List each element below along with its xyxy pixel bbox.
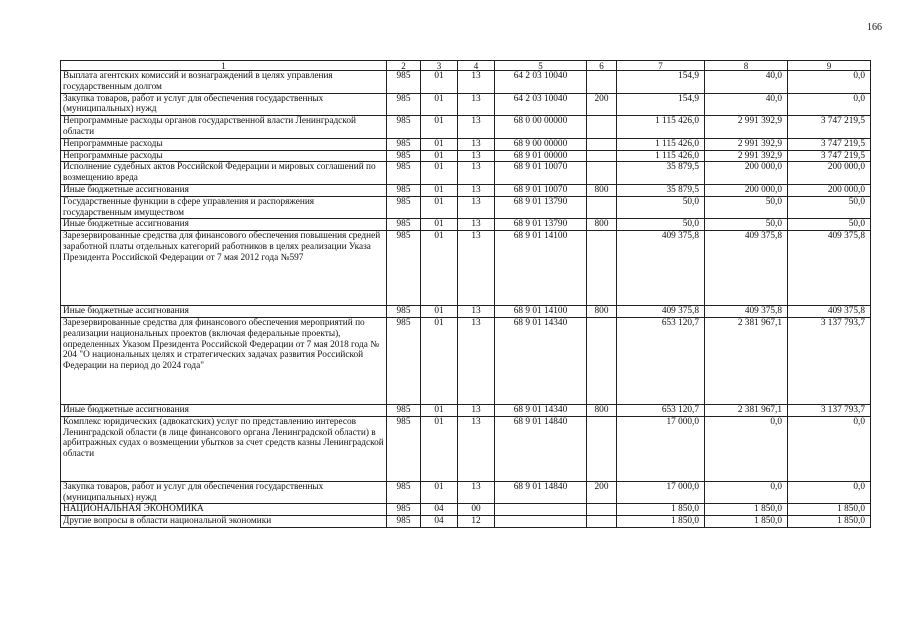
value-cell: 985 bbox=[387, 504, 421, 516]
value-cell: 13 bbox=[458, 138, 495, 150]
table-header-row bbox=[61, 61, 871, 71]
value-cell: 00 bbox=[458, 504, 495, 516]
row-name-cell: Непрограммные расходы органов государственной власти Ленинградской области bbox=[61, 116, 387, 139]
value-cell: 200 000,0 bbox=[705, 184, 788, 196]
value-cell: 01 bbox=[421, 71, 458, 94]
value-cell: 35 879,5 bbox=[617, 162, 705, 185]
value-cell: 68 9 01 13790 bbox=[495, 219, 587, 231]
value-cell: 0,0 bbox=[705, 481, 788, 504]
value-cell: 40,0 bbox=[705, 93, 788, 116]
value-cell: 13 bbox=[458, 93, 495, 116]
value-cell: 01 bbox=[421, 317, 458, 404]
value-cell: 1 850,0 bbox=[617, 504, 705, 516]
row-name-cell: Комплекс юридических (адвокатских) услуг по представлению интересов Ленинградской области (в лице финансового органа Ленинградской области) в арбитражных судах о возмещении убытков за счет средств казны Ленинградской области bbox=[61, 416, 387, 481]
value-cell: 17 000,0 bbox=[617, 481, 705, 504]
column-header: 4 bbox=[458, 61, 495, 71]
value-cell: 64 2 03 10040 bbox=[495, 71, 587, 94]
value-cell: 0,0 bbox=[788, 416, 871, 481]
value-cell: 2 991 392,9 bbox=[705, 150, 788, 162]
value-cell: 0,0 bbox=[705, 416, 788, 481]
value-cell: 409 375,8 bbox=[617, 306, 705, 318]
row-name-cell: Закупка товаров, работ и услуг для обеспечения государственных (муниципальных) нужд bbox=[61, 481, 387, 504]
budget-table bbox=[60, 60, 871, 528]
table-row bbox=[61, 93, 871, 116]
value-cell: 17 000,0 bbox=[617, 416, 705, 481]
table-row bbox=[61, 481, 871, 504]
row-name-cell: Государственные функции в сфере управления и распоряжения государственным имуществом bbox=[61, 196, 387, 219]
value-cell: 1 115 426,0 bbox=[617, 116, 705, 139]
value-cell: 3 747 219,5 bbox=[788, 150, 871, 162]
value-cell: 985 bbox=[387, 317, 421, 404]
value-cell: 2 991 392,9 bbox=[705, 138, 788, 150]
value-cell: 800 bbox=[587, 184, 617, 196]
value-cell: 154,9 bbox=[617, 93, 705, 116]
value-cell: 64 2 03 10040 bbox=[495, 93, 587, 116]
value-cell: 13 bbox=[458, 162, 495, 185]
column-header: 6 bbox=[587, 61, 617, 71]
value-cell: 13 bbox=[458, 116, 495, 139]
value-cell: 13 bbox=[458, 71, 495, 94]
value-cell: 01 bbox=[421, 150, 458, 162]
value-cell: 1 850,0 bbox=[705, 516, 788, 528]
value-cell: 985 bbox=[387, 404, 421, 416]
value-cell: 01 bbox=[421, 93, 458, 116]
value-cell: 13 bbox=[458, 231, 495, 306]
table-row bbox=[61, 162, 871, 185]
value-cell: 50,0 bbox=[705, 219, 788, 231]
table-row bbox=[61, 317, 871, 404]
value-cell: 985 bbox=[387, 306, 421, 318]
value-cell: 800 bbox=[587, 219, 617, 231]
value-cell: 01 bbox=[421, 306, 458, 318]
value-cell: 985 bbox=[387, 184, 421, 196]
value-cell: 409 375,8 bbox=[788, 306, 871, 318]
value-cell: 800 bbox=[587, 404, 617, 416]
value-cell: 50,0 bbox=[788, 196, 871, 219]
table-row bbox=[61, 404, 871, 416]
row-name-cell: Зарезервированные средства для финансового обеспечения мероприятий по реализации национальных проектов (включая федеральные проекты), определенных Указом Президента Российской Федерации от 7 мая 2018 года № 204 "О национальных целях и стратегических задачах развития Российской Федерации на период до 2024 года" bbox=[61, 317, 387, 404]
value-cell: 3 747 219,5 bbox=[788, 138, 871, 150]
value-cell bbox=[495, 504, 587, 516]
value-cell: 50,0 bbox=[617, 219, 705, 231]
value-cell bbox=[495, 516, 587, 528]
value-cell: 985 bbox=[387, 231, 421, 306]
value-cell: 200 000,0 bbox=[788, 184, 871, 196]
value-cell: 653 120,7 bbox=[617, 317, 705, 404]
value-cell bbox=[587, 138, 617, 150]
column-header: 5 bbox=[495, 61, 587, 71]
value-cell: 3 747 219,5 bbox=[788, 116, 871, 139]
column-header: 9 bbox=[788, 61, 871, 71]
row-name-cell: Закупка товаров, работ и услуг для обеспечения государственных (муниципальных) нужд bbox=[61, 93, 387, 116]
table-row bbox=[61, 219, 871, 231]
value-cell: 0,0 bbox=[788, 93, 871, 116]
value-cell: 800 bbox=[587, 306, 617, 318]
value-cell: 985 bbox=[387, 481, 421, 504]
value-cell: 985 bbox=[387, 150, 421, 162]
table-row bbox=[61, 416, 871, 481]
row-name-cell: Иные бюджетные ассигнования bbox=[61, 306, 387, 318]
value-cell: 01 bbox=[421, 404, 458, 416]
column-header: 1 bbox=[61, 61, 387, 71]
table-row bbox=[61, 504, 871, 516]
value-cell: 68 9 01 14100 bbox=[495, 306, 587, 318]
table-row bbox=[61, 196, 871, 219]
value-cell: 01 bbox=[421, 231, 458, 306]
value-cell: 1 850,0 bbox=[617, 516, 705, 528]
value-cell: 68 0 00 00000 bbox=[495, 116, 587, 139]
value-cell: 1 115 426,0 bbox=[617, 138, 705, 150]
value-cell: 68 9 01 14340 bbox=[495, 404, 587, 416]
value-cell: 1 850,0 bbox=[788, 504, 871, 516]
value-cell: 01 bbox=[421, 116, 458, 139]
page-number: 166 bbox=[867, 22, 882, 33]
value-cell bbox=[587, 231, 617, 306]
value-cell: 01 bbox=[421, 416, 458, 481]
value-cell: 409 375,8 bbox=[617, 231, 705, 306]
value-cell: 985 bbox=[387, 516, 421, 528]
row-name-cell: Непрограммные расходы bbox=[61, 138, 387, 150]
value-cell: 985 bbox=[387, 71, 421, 94]
value-cell: 68 9 01 14840 bbox=[495, 481, 587, 504]
value-cell: 985 bbox=[387, 416, 421, 481]
value-cell: 13 bbox=[458, 404, 495, 416]
column-header: 8 bbox=[705, 61, 788, 71]
value-cell: 154,9 bbox=[617, 71, 705, 94]
column-header: 3 bbox=[421, 61, 458, 71]
value-cell: 50,0 bbox=[617, 196, 705, 219]
value-cell: 409 375,8 bbox=[705, 231, 788, 306]
value-cell: 13 bbox=[458, 150, 495, 162]
value-cell: 409 375,8 bbox=[788, 231, 871, 306]
value-cell: 1 115 426,0 bbox=[617, 150, 705, 162]
value-cell: 50,0 bbox=[705, 196, 788, 219]
value-cell: 13 bbox=[458, 481, 495, 504]
value-cell: 04 bbox=[421, 504, 458, 516]
table-row bbox=[61, 231, 871, 306]
value-cell: 1 850,0 bbox=[705, 504, 788, 516]
value-cell: 35 879,5 bbox=[617, 184, 705, 196]
value-cell: 40,0 bbox=[705, 71, 788, 94]
table-row bbox=[61, 138, 871, 150]
value-cell: 409 375,8 bbox=[705, 306, 788, 318]
value-cell: 04 bbox=[421, 516, 458, 528]
value-cell bbox=[587, 71, 617, 94]
value-cell: 3 137 793,7 bbox=[788, 404, 871, 416]
row-name-cell: Непрограммные расходы bbox=[61, 150, 387, 162]
value-cell: 200 000,0 bbox=[705, 162, 788, 185]
table-row bbox=[61, 116, 871, 139]
row-name-cell: Иные бюджетные ассигнования bbox=[61, 219, 387, 231]
table-row bbox=[61, 184, 871, 196]
value-cell: 985 bbox=[387, 219, 421, 231]
value-cell: 200 bbox=[587, 93, 617, 116]
value-cell bbox=[587, 416, 617, 481]
value-cell: 01 bbox=[421, 196, 458, 219]
value-cell: 68 9 01 13790 bbox=[495, 196, 587, 219]
value-cell: 68 9 01 10070 bbox=[495, 184, 587, 196]
value-cell: 12 bbox=[458, 516, 495, 528]
column-header: 2 bbox=[387, 61, 421, 71]
row-name-cell: НАЦИОНАЛЬНАЯ ЭКОНОМИКА bbox=[61, 504, 387, 516]
value-cell: 13 bbox=[458, 306, 495, 318]
value-cell: 68 9 01 14840 bbox=[495, 416, 587, 481]
table-row bbox=[61, 306, 871, 318]
row-name-cell: Выплата агентских комиссий и вознаграждений в целях управления государственным долгом bbox=[61, 71, 387, 94]
value-cell: 13 bbox=[458, 317, 495, 404]
table-row bbox=[61, 150, 871, 162]
value-cell: 985 bbox=[387, 138, 421, 150]
value-cell: 68 9 00 00000 bbox=[495, 138, 587, 150]
value-cell: 2 381 967,1 bbox=[705, 404, 788, 416]
value-cell: 01 bbox=[421, 184, 458, 196]
value-cell: 68 9 01 00000 bbox=[495, 150, 587, 162]
value-cell: 3 137 793,7 bbox=[788, 317, 871, 404]
value-cell: 2 381 967,1 bbox=[705, 317, 788, 404]
row-name-cell: Исполнение судебных актов Российской Федерации и мировых соглашений по возмещению вреда bbox=[61, 162, 387, 185]
table-row bbox=[61, 516, 871, 528]
value-cell: 200 bbox=[587, 481, 617, 504]
value-cell: 0,0 bbox=[788, 71, 871, 94]
value-cell: 01 bbox=[421, 162, 458, 185]
value-cell: 68 9 01 14100 bbox=[495, 231, 587, 306]
value-cell: 68 9 01 10070 bbox=[495, 162, 587, 185]
value-cell bbox=[587, 516, 617, 528]
value-cell: 985 bbox=[387, 116, 421, 139]
value-cell: 985 bbox=[387, 93, 421, 116]
value-cell: 985 bbox=[387, 162, 421, 185]
value-cell: 50,0 bbox=[788, 219, 871, 231]
row-name-cell: Другие вопросы в области национальной экономики bbox=[61, 516, 387, 528]
value-cell: 01 bbox=[421, 219, 458, 231]
value-cell bbox=[587, 504, 617, 516]
value-cell bbox=[587, 150, 617, 162]
row-name-cell: Иные бюджетные ассигнования bbox=[61, 184, 387, 196]
value-cell: 68 9 01 14340 bbox=[495, 317, 587, 404]
value-cell: 985 bbox=[387, 196, 421, 219]
value-cell: 653 120,7 bbox=[617, 404, 705, 416]
value-cell bbox=[587, 116, 617, 139]
value-cell: 13 bbox=[458, 196, 495, 219]
row-name-cell: Зарезервированные средства для финансового обеспечения повышения средней заработной платы отдельных категорий работников в целях реализации Указа Президента Российской Федерации от 7 мая 2012 года №597 bbox=[61, 231, 387, 306]
value-cell: 13 bbox=[458, 219, 495, 231]
column-header: 7 bbox=[617, 61, 705, 71]
value-cell bbox=[587, 317, 617, 404]
value-cell: 01 bbox=[421, 138, 458, 150]
value-cell: 200 000,0 bbox=[788, 162, 871, 185]
value-cell: 13 bbox=[458, 416, 495, 481]
row-name-cell: Иные бюджетные ассигнования bbox=[61, 404, 387, 416]
value-cell: 01 bbox=[421, 481, 458, 504]
value-cell bbox=[587, 162, 617, 185]
value-cell: 13 bbox=[458, 184, 495, 196]
value-cell: 2 991 392,9 bbox=[705, 116, 788, 139]
value-cell: 1 850,0 bbox=[788, 516, 871, 528]
value-cell bbox=[587, 196, 617, 219]
value-cell: 0,0 bbox=[788, 481, 871, 504]
table-row bbox=[61, 71, 871, 94]
